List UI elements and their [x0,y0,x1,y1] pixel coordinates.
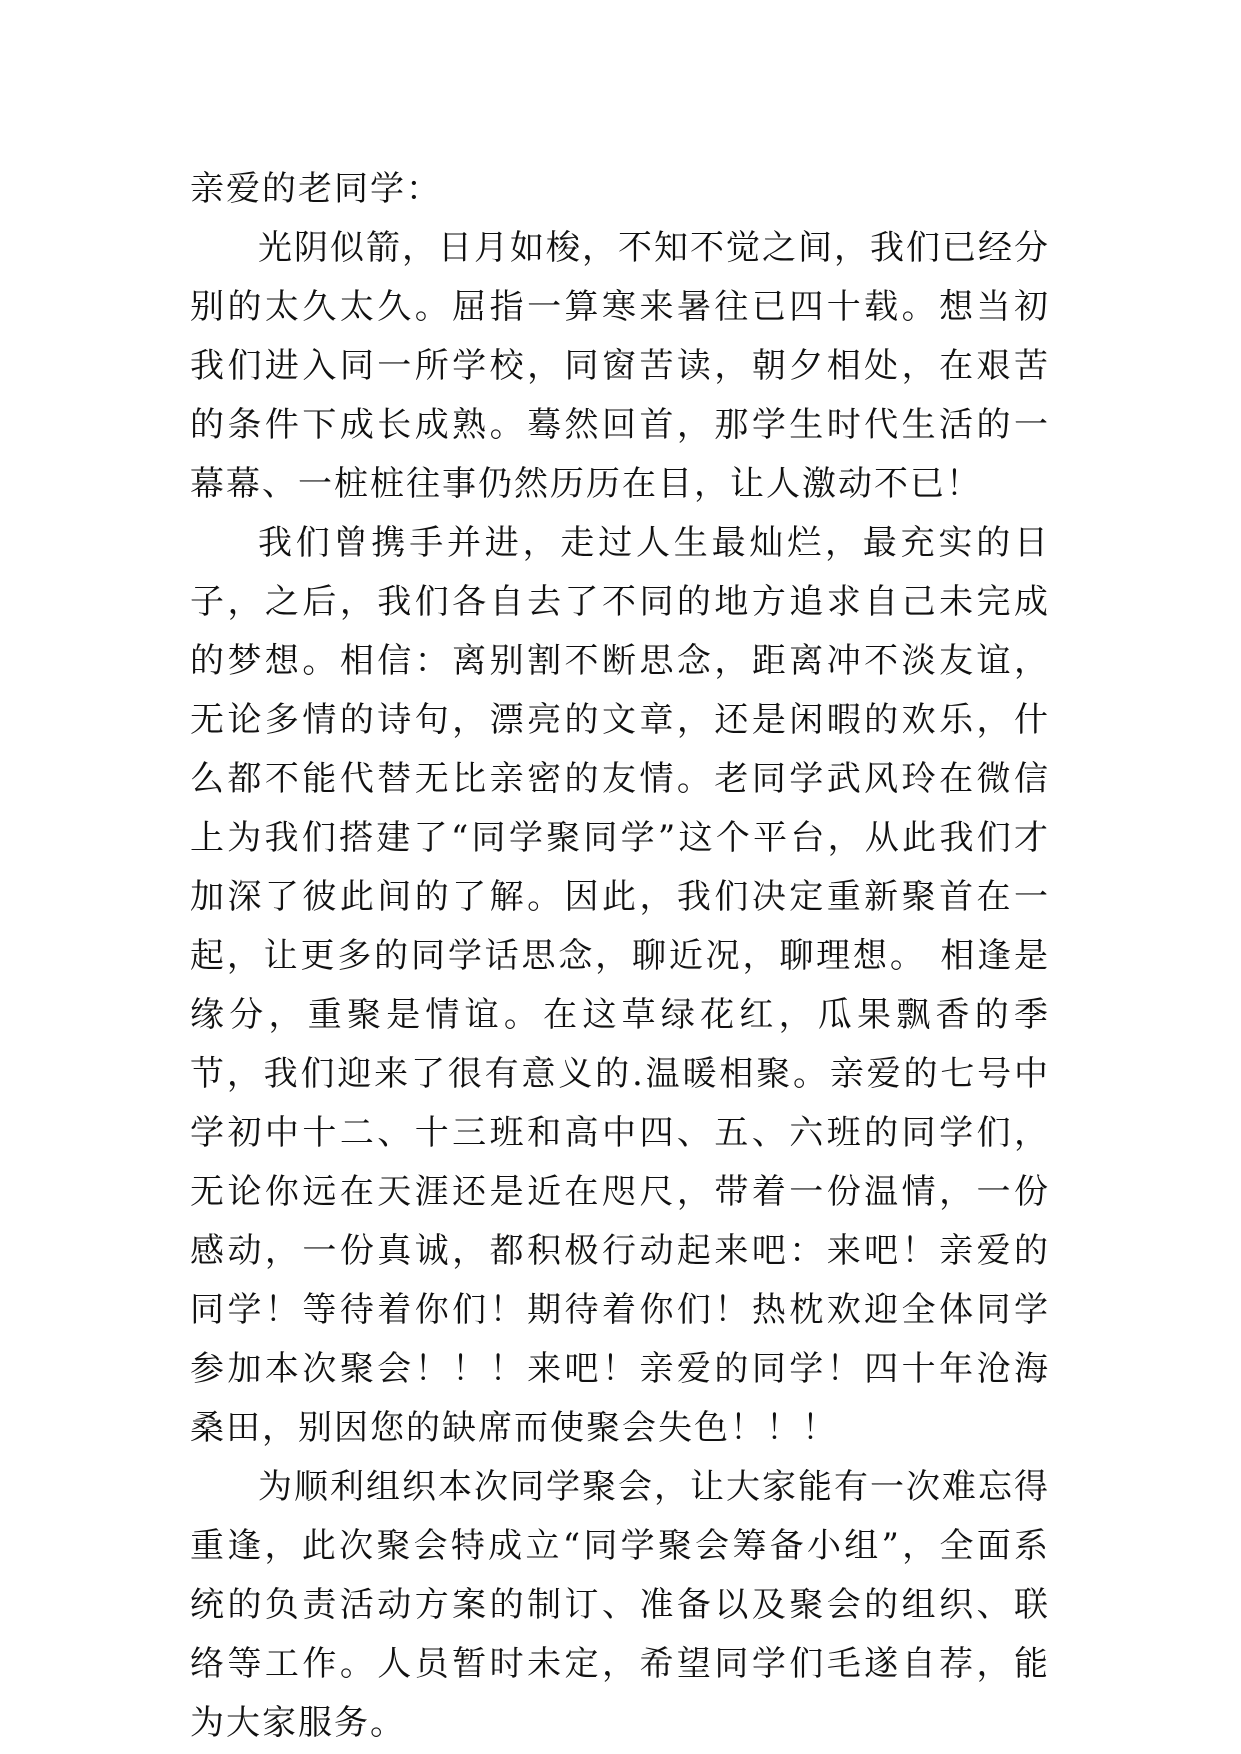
paragraph-1: 光阴似箭，日月如梭，不知不觉之间，我们已经分别的太久太久。屈指一算寒来暑往已四十载。想当初我们进入同一所学校，同窗苦读，朝夕相处，在艰苦的条件下成长成熟。蓦然回首，那学生时代生活的一幕幕、一桩桩往事仍然历历在目，让人激动不已！ [190,228,1050,504]
letter-greeting: 亲爱的老同学： [190,169,442,209]
paragraph-2: 我们曾携手并进，走过人生最灿烂，最充实的日子，之后，我们各自去了不同的地方追求自己未完成的梦想。相信：离别割不断思念，距离冲不淡友谊，无论多情的诗句，漂亮的文章，还是闲暇的欢乐，什么都不能代替无比亲密的友情。老同学武风玲在微信上为我们搭建了“同学聚同学”这个平台，从此我们才加深了彼此间的了解。因此，我们决定重新聚首在一起，让更多的同学话思念，聊近况，聊理想。 相逢是缘分，重聚是情谊。在这草绿花红，瓜果飘香的季节，我们迎来了很有意义的.温暖相聚。亲爱的七号中学初中十二、十三班和高中四、五、六班的同学们，无论你远在天涯还是近在咫尺，带着一份温情，一份感动，一份真诚，都积极行动起来吧：来吧！亲爱的同学！等待着你们！期待着你们！热枕欢迎全体同学参加本次聚会！！！来吧！亲爱的同学！四十年沧海桑田，别因您的缺席而使聚会失色！！！ [190,523,1050,1448]
letter-body [190,160,1050,1753]
paragraph-3: 为顺利组织本次同学聚会，让大家能有一次难忘得重逢，此次聚会特成立“同学聚会筹备小组”，全面系统的负责活动方案的制订、准备以及聚会的组织、联络等工作。人员暂时未定，希望同学们毛遂自荐，能为大家服务。 [190,1467,1050,1743]
